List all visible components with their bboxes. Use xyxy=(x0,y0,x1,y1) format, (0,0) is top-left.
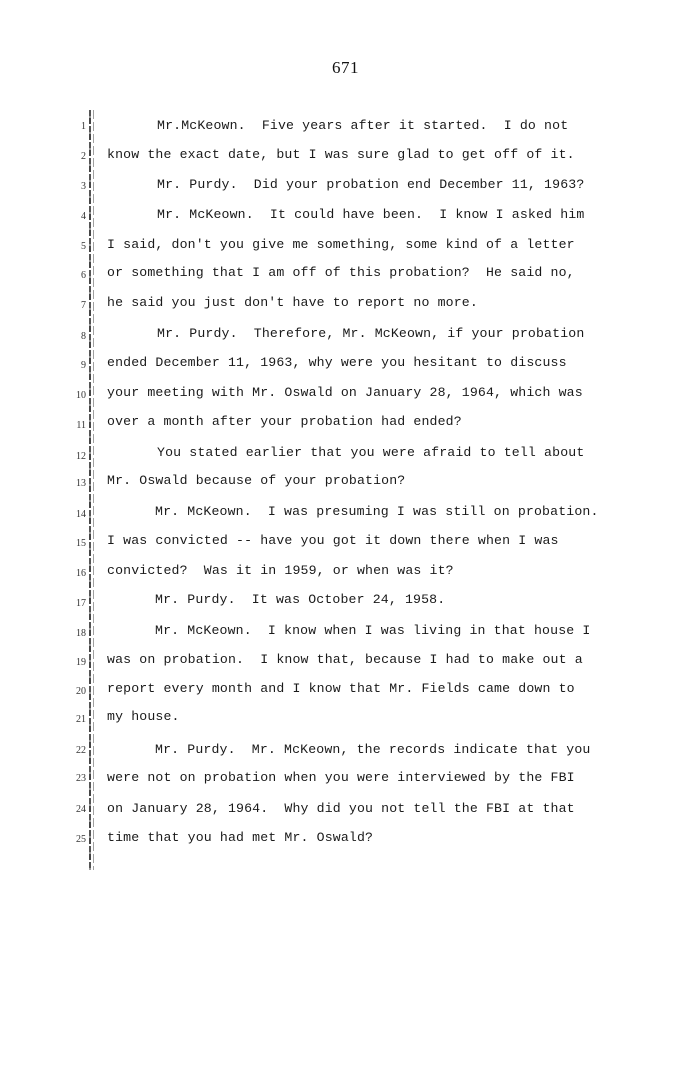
line-number: 7 xyxy=(81,300,86,311)
line-number: 10 xyxy=(76,390,86,401)
line-number: 4 xyxy=(81,211,86,222)
line-number: 14 xyxy=(76,509,86,520)
line-number: 23 xyxy=(76,773,86,784)
line-number: 15 xyxy=(76,538,86,549)
line-number: 12 xyxy=(76,451,86,462)
line-number: 21 xyxy=(76,714,86,725)
line-number: 6 xyxy=(81,270,86,281)
transcript-line: report every month and I know that Mr. Fields came down to xyxy=(107,681,575,696)
transcript-line: my house. xyxy=(107,709,180,724)
transcript-line: were not on probation when you were interviewed by the FBI xyxy=(107,770,575,785)
transcript-line: Mr. McKeown. I know when I was living in that house I xyxy=(155,623,591,638)
line-number: 16 xyxy=(76,568,86,579)
line-number: 17 xyxy=(76,598,86,609)
transcript-line: Mr. Purdy. It was October 24, 1958. xyxy=(155,592,446,607)
transcript-line: over a month after your probation had ended? xyxy=(107,414,462,429)
line-number: 13 xyxy=(76,478,86,489)
transcript-line: Mr. Oswald because of your probation? xyxy=(107,473,406,488)
page-number: 671 xyxy=(332,58,359,77)
transcript-line: on January 28, 1964. Why did you not tell the FBI at that xyxy=(107,801,575,816)
transcript-line: You stated earlier that you were afraid to tell about xyxy=(157,445,585,460)
transcript-line: I said, don't you give me something, some kind of a letter xyxy=(107,237,575,252)
transcript-line: Mr. McKeown. It could have been. I know I asked him xyxy=(157,207,585,222)
margin-rule xyxy=(89,110,91,870)
line-number: 20 xyxy=(76,686,86,697)
transcript-line: Mr.McKeown. Five years after it started. I do not xyxy=(157,118,569,133)
margin-rule-secondary xyxy=(93,110,94,870)
line-number: 24 xyxy=(76,804,86,815)
transcript-line: or something that I am off of this probation? He said no, xyxy=(107,265,575,280)
line-number: 19 xyxy=(76,657,86,668)
line-number: 2 xyxy=(81,151,86,162)
transcript-line: time that you had met Mr. Oswald? xyxy=(107,830,374,845)
transcript-line: convicted? Was it in 1959, or when was it? xyxy=(107,563,454,578)
transcript-line: was on probation. I know that, because I had to make out a xyxy=(107,652,583,667)
transcript-line: Mr. McKeown. I was presuming I was still on probation. xyxy=(155,504,599,519)
transcript-line: he said you just don't have to report no more. xyxy=(107,295,478,310)
line-number: 25 xyxy=(76,834,86,845)
transcript-line: Mr. Purdy. Did your probation end December 11, 1963? xyxy=(157,177,585,192)
line-number: 1 xyxy=(81,121,86,132)
transcript-line: your meeting with Mr. Oswald on January 28, 1964, which was xyxy=(107,385,583,400)
transcript-line: know the exact date, but I was sure glad to get off of it. xyxy=(107,147,575,162)
line-number: 18 xyxy=(76,628,86,639)
line-number: 11 xyxy=(76,420,86,431)
transcript-line: I was convicted -- have you got it down there when I was xyxy=(107,533,559,548)
line-number: 3 xyxy=(81,181,86,192)
transcript-line: ended December 11, 1963, why were you hesitant to discuss xyxy=(107,355,567,370)
line-number: 9 xyxy=(81,360,86,371)
line-number: 22 xyxy=(76,745,86,756)
line-number: 8 xyxy=(81,331,86,342)
transcript-line: Mr. Purdy. Therefore, Mr. McKeown, if your probation xyxy=(157,326,585,341)
transcript-line: Mr. Purdy. Mr. McKeown, the records indicate that you xyxy=(155,742,591,757)
line-number: 5 xyxy=(81,241,86,252)
